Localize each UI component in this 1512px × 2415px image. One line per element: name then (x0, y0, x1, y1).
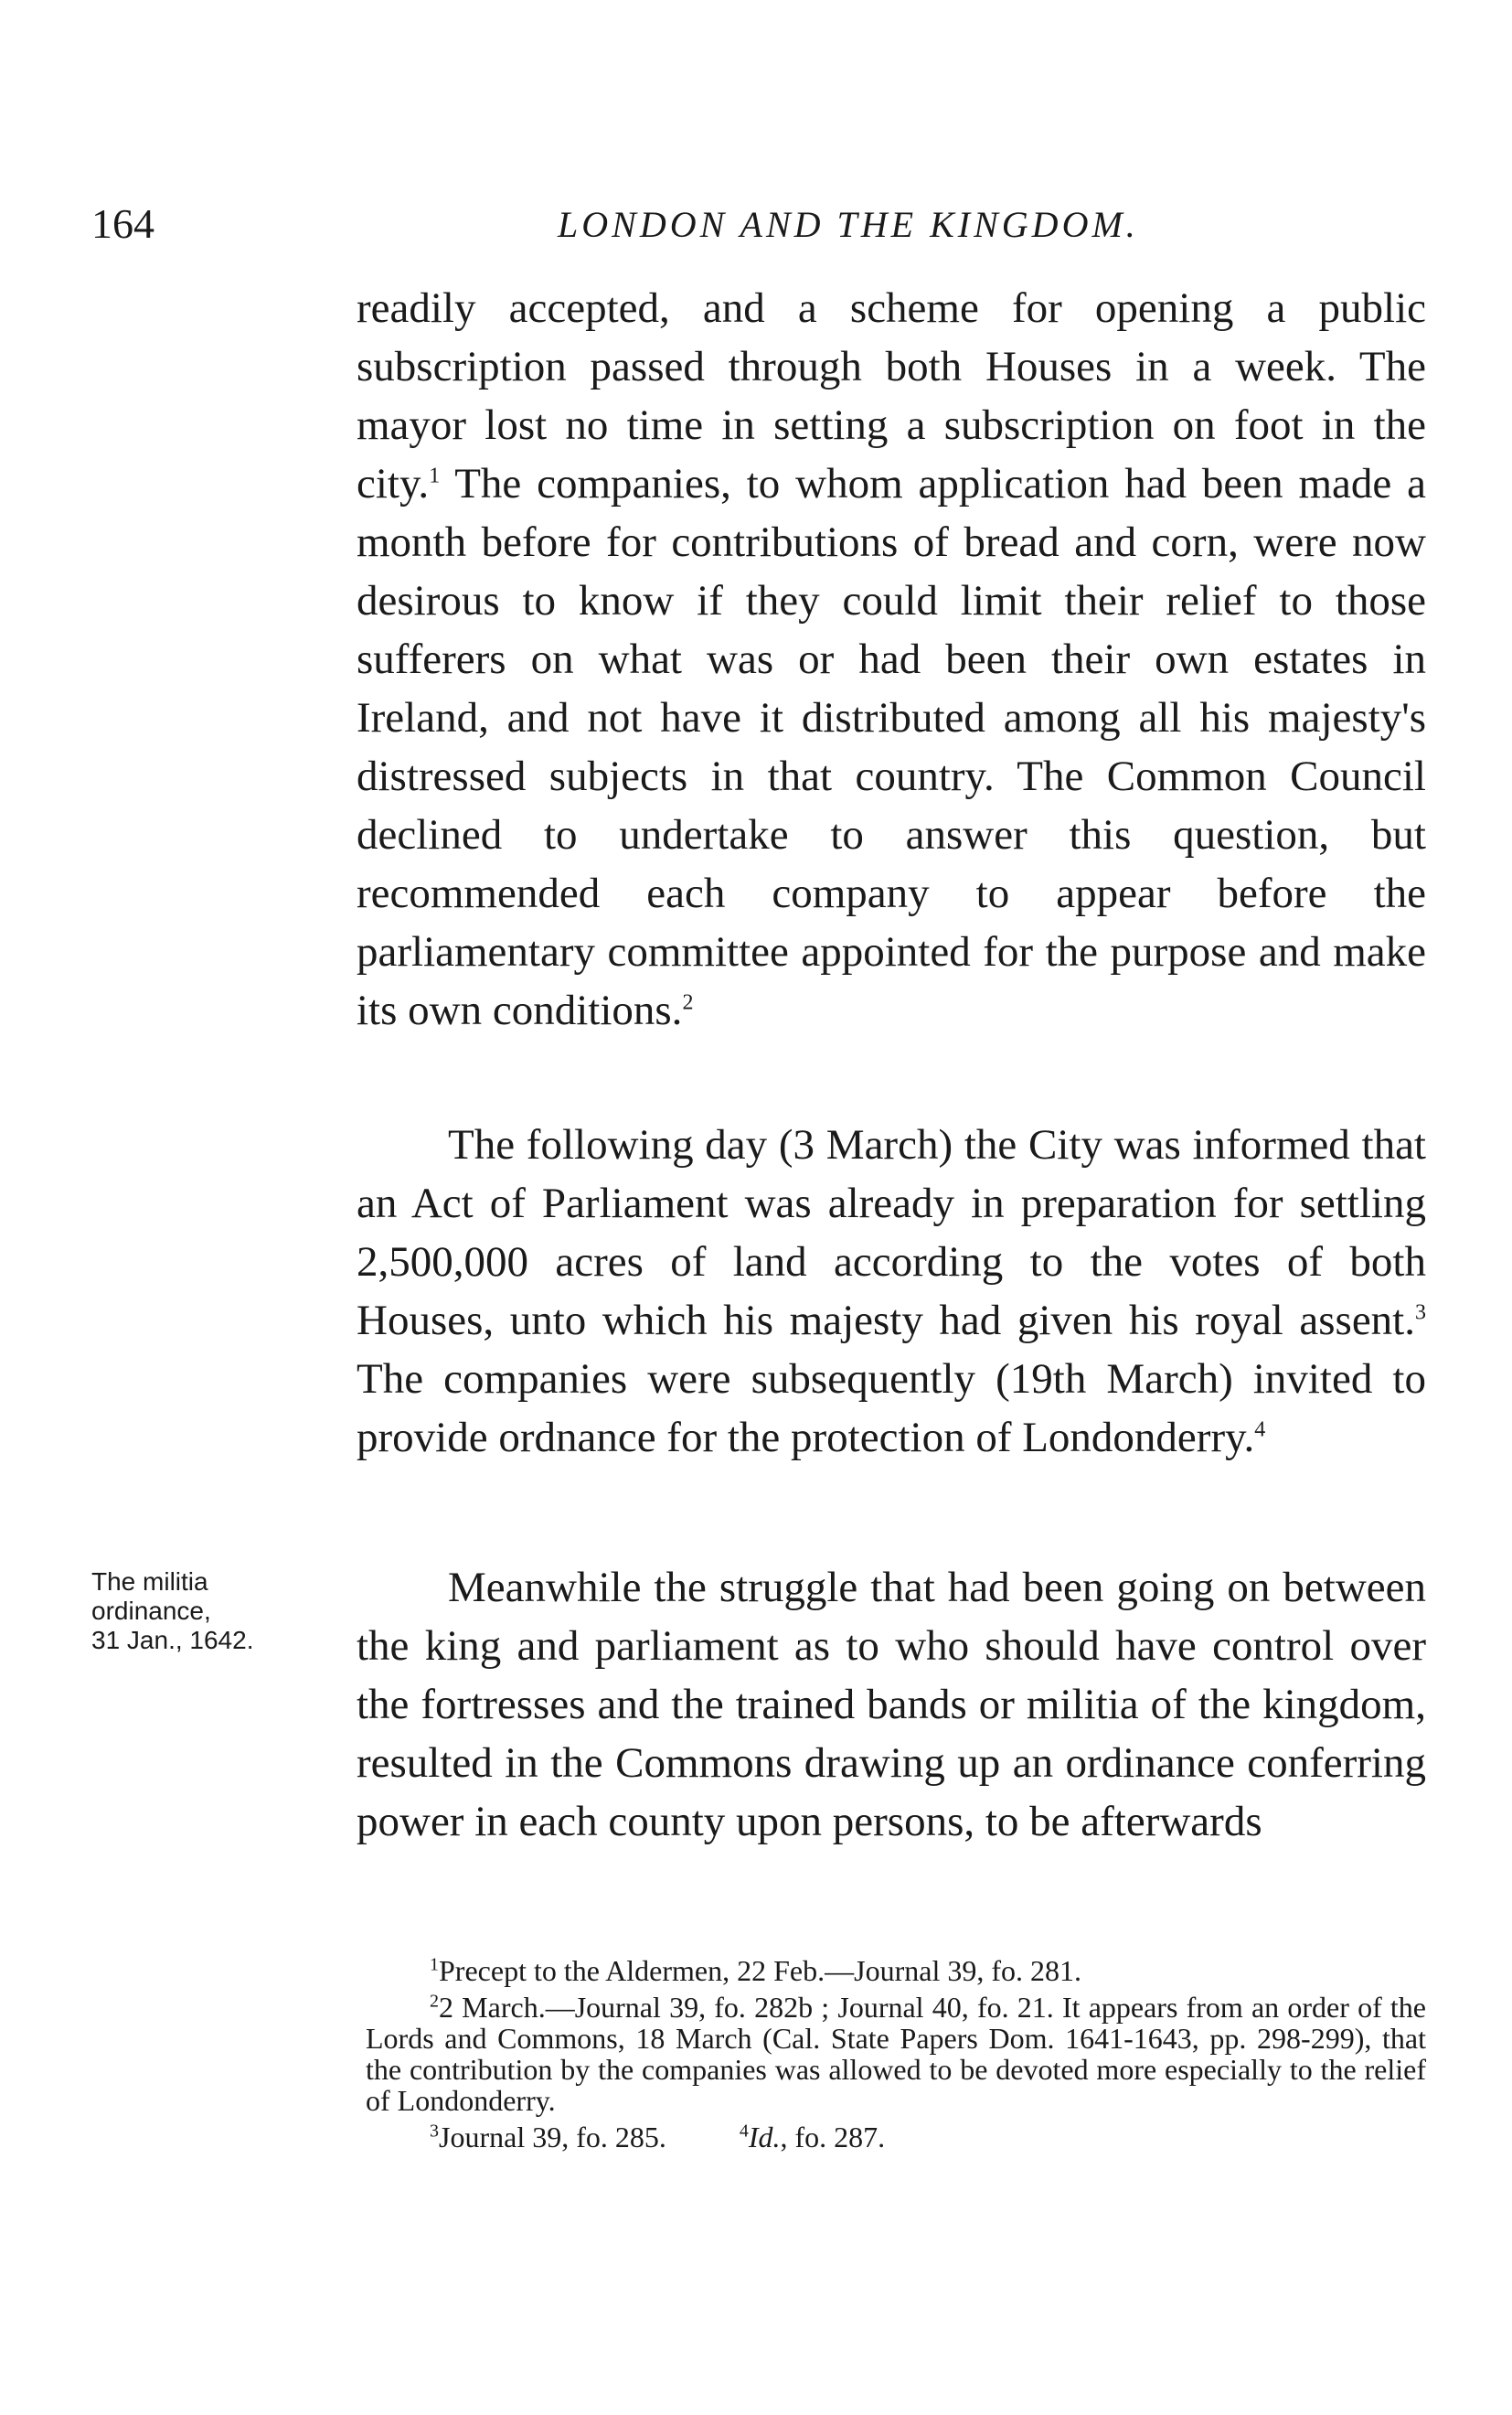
paragraph-1-text-a: readily accepted, and a scheme for opening a public subscription passed through both Houses in a week. The mayor lost no time in setting a subscription on foot in the city. (357, 284, 1426, 508)
footnote-4-ibid: Id. (748, 2121, 781, 2153)
footnote-2 (366, 1992, 1426, 2116)
sidenote-line-3: 31 Jan., 1642. (91, 1626, 254, 1654)
paragraph-2-text-a: The following day (3 March) the City was informed that an Act of Parliament was already in preparation for settling 2,500,000 acres of land according to the votes of both Houses, unto which his majesty had given his royal assent. (357, 1121, 1426, 1344)
footnote-1-text: Precept to the Aldermen, 22 Feb.—Journal 39, fo. 281. (439, 1954, 1081, 1987)
footnote-ref-4: 4 (1254, 1417, 1266, 1442)
footnote-4-marker: 4 (739, 2121, 749, 2142)
footnotes (366, 1955, 1426, 2158)
footnote-ref-3: 3 (1415, 1300, 1426, 1325)
body-paragraph-2 (357, 1116, 1426, 1467)
running-title: LONDON AND THE KINGDOM. (558, 204, 1139, 245)
margin-sidenote (91, 1567, 357, 1655)
footnote-3-marker: 3 (430, 2121, 439, 2142)
sidenote-line-1: The militia (91, 1567, 208, 1596)
body-paragraph-3 (357, 1558, 1426, 1851)
footnote-1-marker: 1 (430, 1954, 439, 1975)
footnote-1 (366, 1955, 1426, 1986)
footnote-ref-2: 2 (682, 990, 694, 1015)
paragraph-3-text: Meanwhile the struggle that had been going on between the king and parliament as to who should have control over the fortresses and the trained bands or militia of the kingdom, resulted in the Commons drawing up an ordinance conferring power in each county upon persons, to be afterwards (357, 1564, 1426, 1845)
footnote-3-text: Journal 39, fo. 285. (439, 2121, 666, 2153)
paragraph-2-text-b: The companies were subsequently (19th March) invited to provide ordnance for the protection of Londonderry. (357, 1355, 1426, 1461)
page-number: 164 (91, 200, 154, 247)
footnote-ref-1: 1 (429, 464, 441, 488)
footnote-2-text: 2 March.—Journal 39, fo. 282b ; Journal 40, fo. 21. It appears from an order of the Lords and Commons, 18 March (Cal. State Papers Dom. 1641-1643, pp. 298-299), that the contribution by the companies was allowed to be devoted more especially to the relief of Londonderry. (366, 1991, 1426, 2117)
footnote-3-4-row (366, 2121, 1426, 2153)
footnote-2-marker: 2 (430, 1991, 439, 2012)
paragraph-1-text-b: The companies, to whom application had been made a month before for contributions of bread and corn, were now desirous to know if they could limit their relief to those sufferers on what was or had been their own estates in Ireland, and not have it distributed among all his majesty's distressed subjects in that country. The Common Council declined to undertake to answer this question, but recommended each company to appear before the parliamentary committee appointed for the purpose and make its own conditions. (357, 460, 1426, 1034)
footnote-4-text: , fo. 287. (780, 2121, 886, 2153)
body-paragraph-1 (357, 279, 1426, 1040)
sidenote-line-2: ordinance, (91, 1597, 211, 1625)
